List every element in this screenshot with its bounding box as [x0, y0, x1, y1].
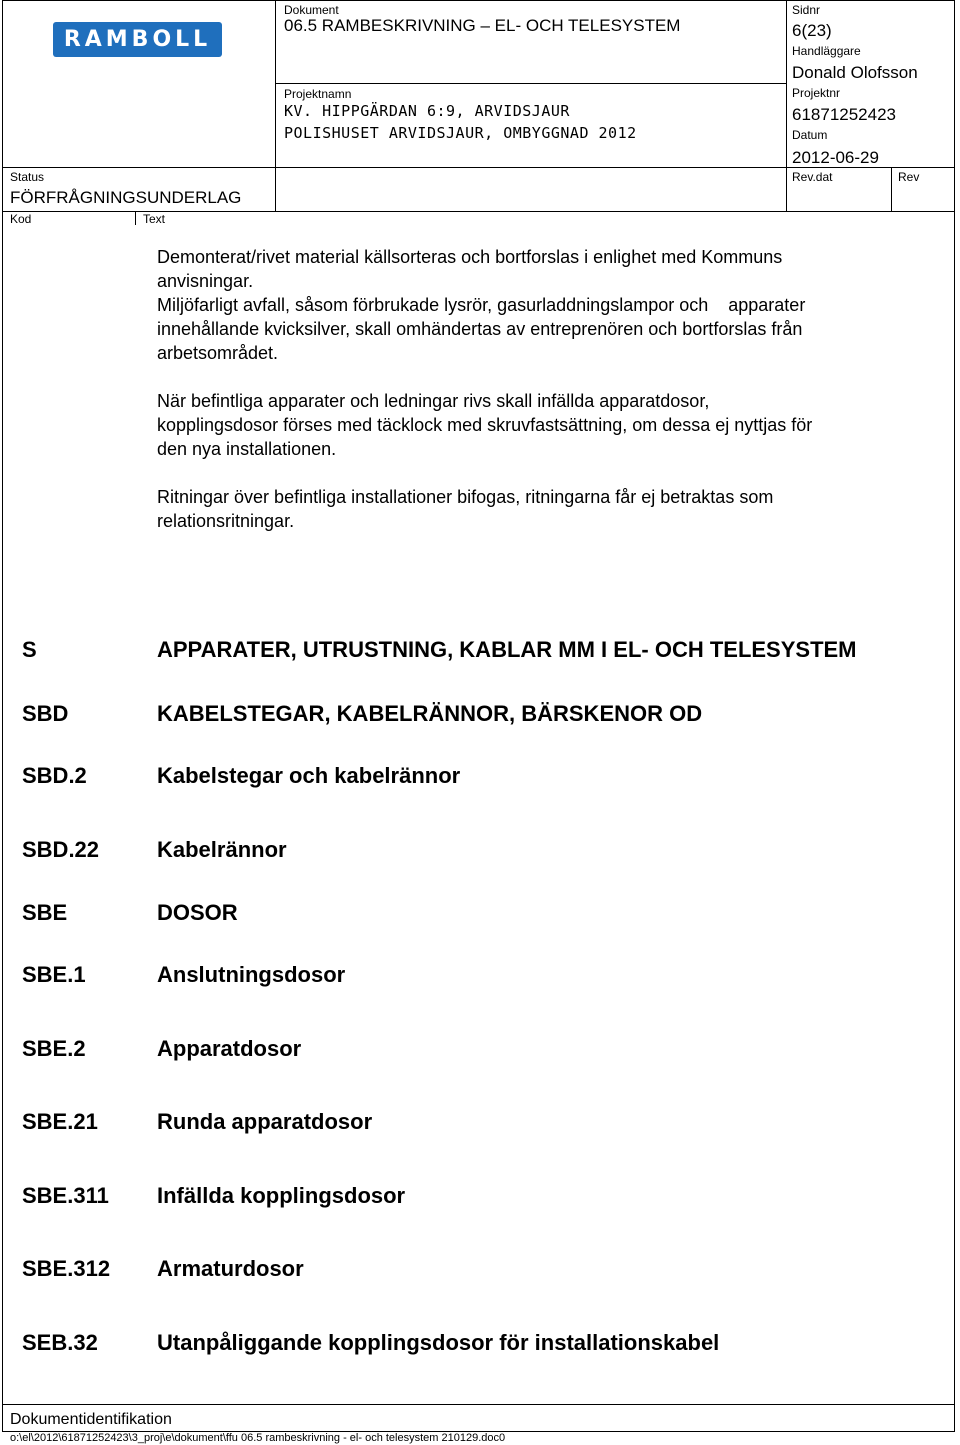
sidnr-label: Sidnr: [792, 3, 821, 17]
text-line: Miljöfarligt avfall, såsom förbrukade lysrör, gasurladdningslampor och apparater: [157, 295, 806, 315]
document-path: o:\el\2012\61871252423\3_proj\e\dokument\ffu 06.5 rambeskrivning - el- och telesystem 210129.doc0: [10, 1432, 506, 1444]
section-title: Runda apparatdosor: [157, 1109, 373, 1134]
text-line: Demonterat/rivet material källsorteras och bortforslas i enlighet med Kommuns: [157, 247, 783, 267]
header-divider: [135, 211, 136, 225]
rev-label: Rev: [898, 170, 920, 184]
header-divider: [275, 0, 276, 212]
projektnamn-label: Projektnamn: [284, 87, 352, 101]
section-code: SBE.2: [22, 1036, 86, 1061]
text-line: den nya installationen.: [157, 439, 337, 459]
text-line: När befintliga apparater och ledningar rivs skall infällda apparatdosor,: [157, 391, 710, 411]
ramboll-logo: RAMBOLL: [53, 22, 222, 57]
header-divider: [786, 0, 787, 212]
handlaggare-label: Handläggare: [792, 44, 861, 58]
text-line: innehållande kvicksilver, skall omhändertas av entreprenören och bortforslas från: [157, 319, 803, 339]
text-line: arbetsområdet.: [157, 343, 279, 363]
status-value: FÖRFRÅGNINGSUNDERLAG: [10, 188, 242, 207]
footer-divider: [2, 1404, 955, 1405]
dokumentidentifikation-label: Dokumentidentifikation: [10, 1411, 172, 1428]
section-code: SBD.22: [22, 837, 100, 862]
header-divider: [2, 167, 786, 168]
paragraph-befintliga: [157, 389, 932, 461]
sidnr-value: 6(23): [792, 21, 832, 40]
projektnr-value: 61871252423: [792, 105, 897, 124]
datum-value: 2012-06-29: [792, 148, 879, 167]
section-code: SBD.2: [22, 763, 87, 788]
handlaggare-value: Donald Olofsson: [792, 63, 918, 82]
section-code: SBE.312: [22, 1256, 111, 1281]
text-line: kopplingsdosor förses med täcklock med skruvfastsättning, om dessa ej nyttjas för: [157, 415, 813, 435]
section-code: S: [22, 637, 37, 662]
section-title: Kabelstegar och kabelrännor: [157, 763, 461, 788]
text-label: Text: [143, 212, 166, 226]
dokument-label: Dokument: [284, 3, 339, 17]
section-code: SBE.311: [22, 1183, 109, 1208]
section-code: SBE.1: [22, 962, 86, 987]
section-title: Infällda kopplingsdosor: [157, 1183, 406, 1208]
header-divider: [891, 167, 892, 212]
section-code: SBE: [22, 900, 68, 925]
section-title: Utanpåliggande kopplingsdosor för installationskabel: [157, 1330, 720, 1355]
section-title: Armaturdosor: [157, 1256, 304, 1281]
text-line: Ritningar över befintliga installationer bifogas, ritningarna får ej betraktas som: [157, 487, 774, 507]
paragraph-ritningar: [157, 485, 932, 533]
section-title: Apparatdosor: [157, 1036, 302, 1061]
section-code: SEB.32: [22, 1330, 98, 1355]
paragraph-demontering: [157, 245, 932, 365]
section-code: SBD: [22, 701, 69, 726]
kod-label: Kod: [10, 212, 32, 226]
revdat-label: Rev.dat: [792, 170, 833, 184]
section-title: Kabelrännor: [157, 837, 287, 862]
section-title: Anslutningsdosor: [157, 962, 346, 987]
dokument-value: 06.5 RAMBESKRIVNING – EL- OCH TELESYSTEM: [284, 16, 681, 35]
section-title: APPARATER, UTRUSTNING, KABLAR MM I EL- OCH TELESYSTEM: [157, 637, 857, 662]
projektnr-label: Projektnr: [792, 86, 841, 100]
section-title: KABELSTEGAR, KABELRÄNNOR, BÄRSKENOR OD: [157, 701, 703, 726]
text-line: anvisningar.: [157, 271, 254, 291]
datum-label: Datum: [792, 128, 828, 142]
projektnamn-line1: KV. HIPPGÄRDAN 6:9, ARVIDSJAUR: [284, 102, 570, 120]
text-line: relationsritningar.: [157, 511, 295, 531]
section-code: SBE.21: [22, 1109, 98, 1134]
header-divider: [275, 83, 786, 84]
status-label: Status: [10, 170, 45, 184]
section-title: DOSOR: [157, 900, 238, 925]
projektnamn-line2: POLISHUSET ARVIDSJAUR, OMBYGGNAD 2012: [284, 124, 637, 142]
